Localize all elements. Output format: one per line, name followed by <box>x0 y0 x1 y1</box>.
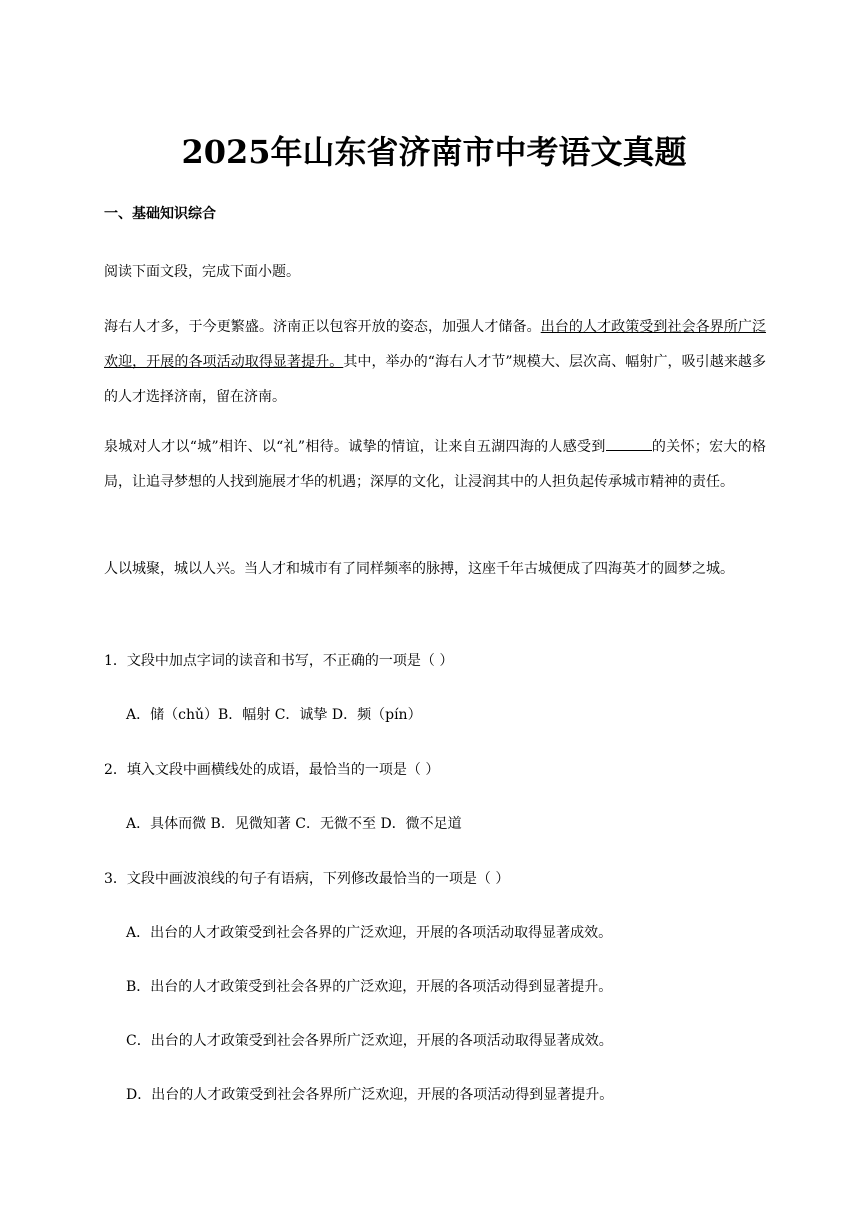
question-3-option-b: B．出台的人才政策受到社会各界的广泛欢迎，开展的各项活动得到显著提升。 <box>126 979 613 995</box>
question-3-option-a: A．出台的人才政策受到社会各界的广泛欢迎，开展的各项活动取得显著成效。 <box>126 925 613 941</box>
section-heading: 一、基础知识综合 <box>104 206 216 222</box>
passage-paragraph-2 <box>104 430 766 500</box>
fill-in-blank <box>606 436 652 451</box>
question-1-options: A．储（chǔ）B．幅射 C．诚挚 D．频（pín） <box>126 707 422 723</box>
passage-p1-end: 其中，举办的“海右人才节”规模大、层次高、幅射广，吸引越来越多的人才选择济南，留在济南。 <box>104 354 766 405</box>
question-3-option-d: D．出台的人才政策受到社会各界所广泛欢迎，开展的各项活动得到显著提升。 <box>126 1087 614 1103</box>
question-2-stem: 2．填入文段中画横线处的成语，最恰当的一项是（ ） <box>104 762 440 778</box>
instruction-text: 阅读下面文段，完成下面小题。 <box>104 264 300 280</box>
question-2-options: A．具体而微 B．见微知著 C．无微不至 D．微不足道 <box>126 816 462 832</box>
question-3-stem: 3．文段中画波浪线的句子有语病，下列修改最恰当的一项是（ ） <box>104 871 510 887</box>
passage-p2-end: 的关怀；宏大的格局，让追寻梦想的人找到施展才华的机遇；深厚的文化，让浸润其中的人担负起传承城市精神的责任。 <box>104 439 766 490</box>
question-1-stem: 1．文段中加点字词的读音和书写，不正确的一项是（ ） <box>104 653 454 669</box>
passage-p2-start: 泉城对人才以“城”相许、以“礼”相待。诚挚的情谊，让来自五湖四海的人感受到 <box>104 439 606 455</box>
passage-p1-start: 海右人才多，于今更繁盛。济南正以包容开放的姿态，加强人才储备。 <box>104 319 541 335</box>
passage-paragraph-3: 人以城聚，城以人兴。当人才和城市有了同样频率的脉搏，这座千年古城便成了四海英才的圆梦之城。 <box>104 561 734 577</box>
page-title: 2025年山东省济南市中考语文真题 <box>181 133 687 171</box>
passage-p1-underlined-sentence: 出台的人才政策受到社会各界所广泛欢迎，开展的各项活动取得显著提升。 <box>104 319 767 370</box>
passage-paragraph-1 <box>104 310 766 415</box>
question-3-option-c: C．出台的人才政策受到社会各界所广泛欢迎，开展的各项活动取得显著成效。 <box>126 1033 613 1049</box>
